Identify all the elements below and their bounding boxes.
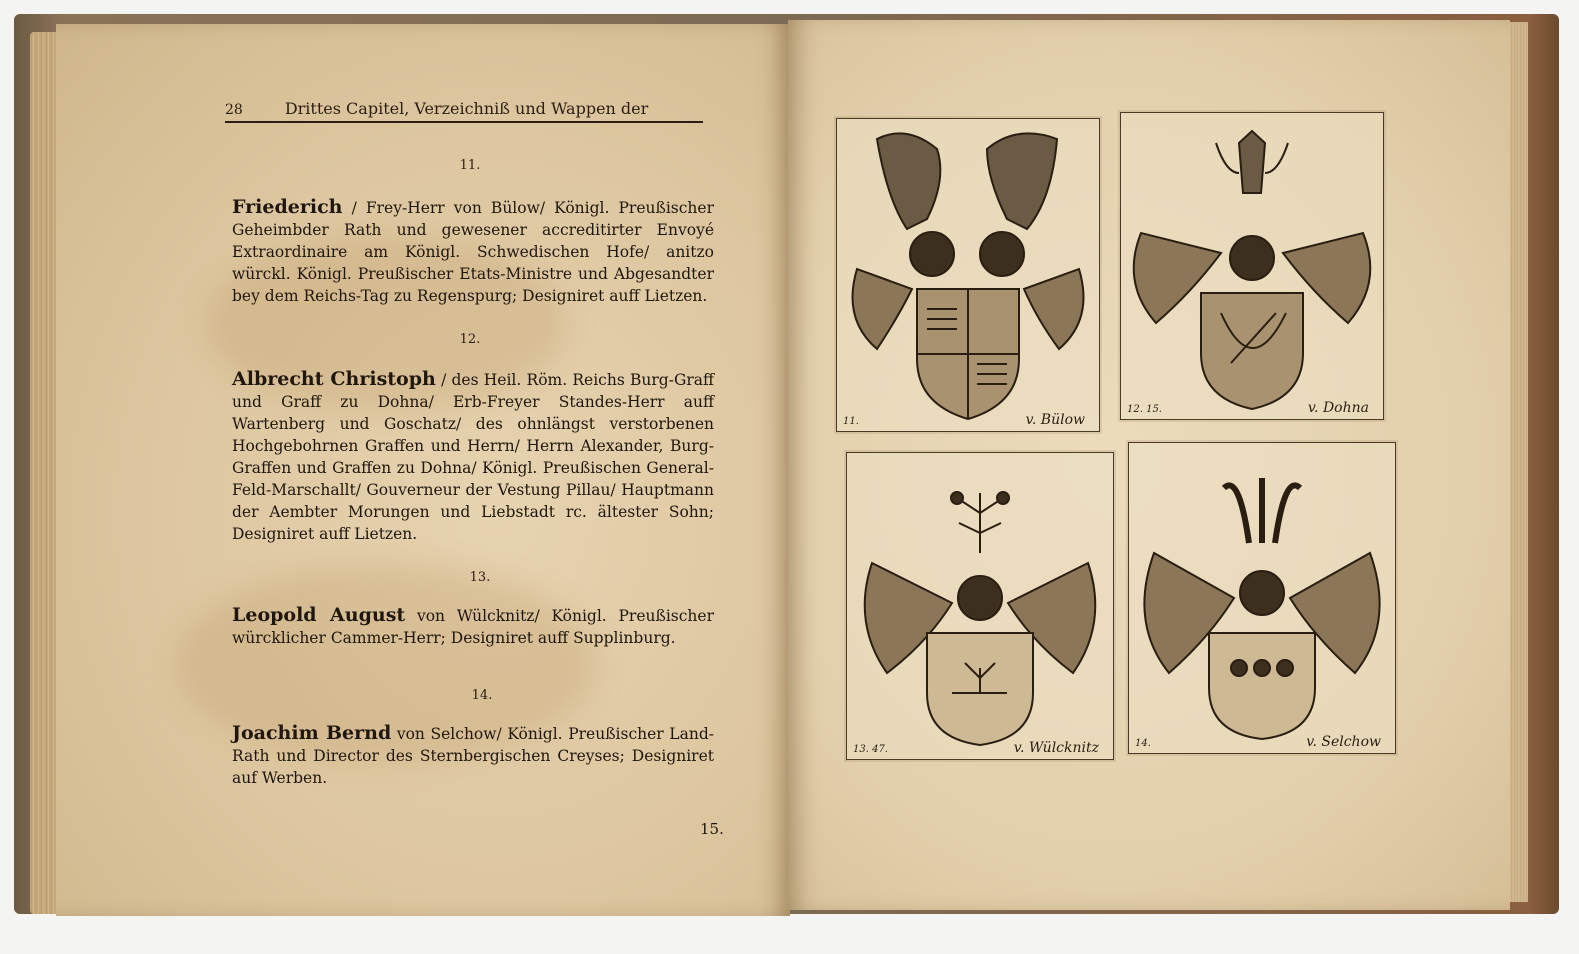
entry-number: 13. [469,570,491,585]
entry-name: Friederich [232,196,343,218]
entry-13 [232,604,714,649]
running-head [225,99,703,118]
entry-number: 11. [459,158,481,173]
page-number: 28 [225,102,243,118]
entry-text: / Frey-Herr von Bülow/ Königl. Preußischer Geheimbder Rath und gewesener accreditirter Envoyé Extraordinaire am Königl. Schwedischen Hofe/ anitzo würckl. Königl. Preußischer Etats-Ministre und Abgesandter bey dem Reichs-Tag zu Regenspurg; Designiret auff Lietzen. [232,199,714,305]
plate-number: 11. [843,416,859,427]
plate-label: v. Selchow [1306,734,1381,750]
plate-label: v. Bülow [1025,412,1085,428]
plate-number: 13. 47. [853,744,888,755]
coat-of-arms-plate [1120,112,1384,420]
entry-14 [232,722,714,789]
entry-name: Albrecht Christoph [232,368,436,390]
entry-text: von Selchow/ Königl. Preußischer Land-Rath und Director des Sternbergischen Creyses; Designiret auf Werben. [232,725,714,787]
coat-of-arms-selchow-icon [1129,443,1395,753]
catchword: 15. [700,820,724,838]
entry-name: Joachim Bernd [232,722,392,744]
coat-of-arms-bulow-icon [837,119,1099,431]
plate-number: 12. 15. [1127,404,1162,415]
entry-name: Leopold August [232,604,406,626]
entry-12 [232,368,714,545]
running-head-title: Drittes Capitel, Verzeichniß und Wappen der [284,99,649,118]
head-rule [225,121,703,123]
coat-of-arms-plate [846,452,1114,760]
coat-of-arms-wulcknitz-icon [847,453,1113,759]
plate-label: v. Dohna [1307,400,1369,416]
entry-text: / des Heil. Röm. Reichs Burg-Graff und Graff zu Dohna/ Erb-Freyer Standes-Herr auff Wartenberg und Goschatz/ des ohnlängst verstorbenen Hochgebohrnen Graffen und Herrn/ Herrn Alexander, Burg-Graffen und Graffen zu Dohna/ Königl. Preußischen General-Feld-Marschallt/ Gouverneur der Vestung Pillau/ Hauptmann der Aembter Morungen und Liebstadt rc. ältester Sohn; Designiret auff Lietzen. [232,371,714,543]
entry-text: von Wülcknitz/ Königl. Preußischer würcklicher Cammer-Herr; Designiret auff Supplinburg. [232,607,714,647]
entry-number: 12. [459,332,481,347]
plate-number: 14. [1135,738,1151,749]
coat-of-arms-plate [836,118,1100,432]
entry-number: 14. [471,688,493,703]
entry-11 [232,196,714,307]
coat-of-arms-plate [1128,442,1396,754]
plate-label: v. Wülcknitz [1013,740,1099,756]
coat-of-arms-dohna-icon [1121,113,1383,419]
